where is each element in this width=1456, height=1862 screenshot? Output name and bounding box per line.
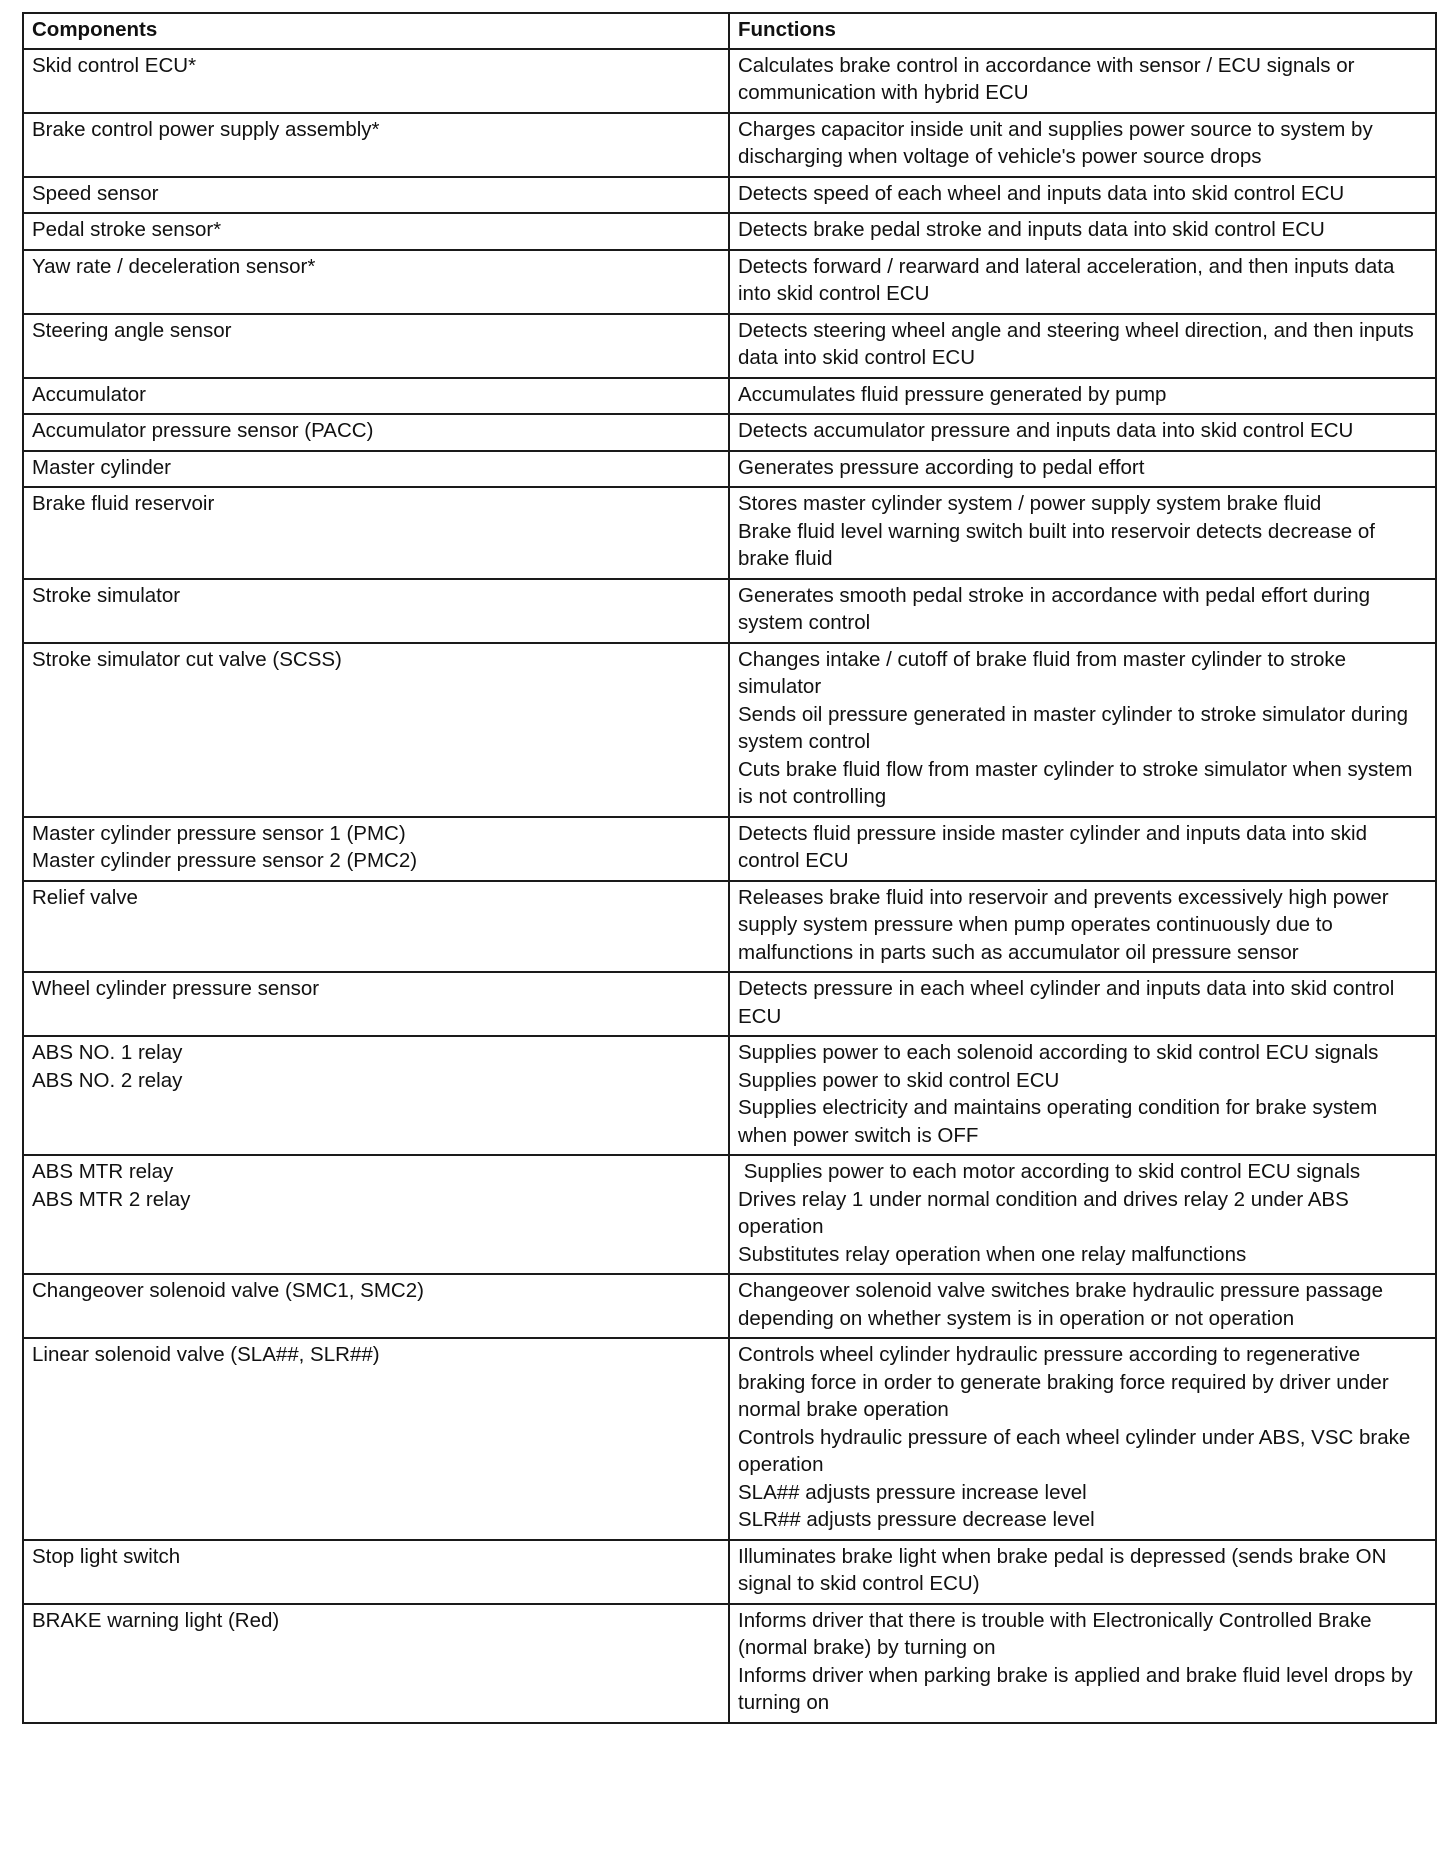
function-description: Releases brake fluid into reservoir and prevents excessively high power supply system pressure when pump operates continuously due to malfunctions in parts such as accumulator oil pressure sensor: [738, 885, 1395, 964]
function-cell: [729, 1274, 1436, 1338]
function-cell: [729, 1155, 1436, 1274]
component-name: ABS MTR 2 relay: [32, 1187, 191, 1211]
function-cell: [729, 451, 1436, 488]
component-name: Skid control ECU*: [32, 53, 197, 77]
function-description: SLR## adjusts pressure decrease level: [738, 1508, 1095, 1531]
function-description: Controls hydraulic pressure of each wheel cylinder under ABS, VSC brake operation: [738, 1425, 1416, 1476]
table-header: [23, 13, 1436, 49]
function-description: Cuts brake fluid flow from master cylinder to stroke simulator when system is not controlling: [738, 757, 1419, 808]
component-cell: [23, 972, 729, 1036]
function-description: Detects speed of each wheel and inputs data into skid control ECU: [738, 181, 1345, 205]
function-description: Substitutes relay operation when one relay malfunctions: [738, 1242, 1247, 1266]
function-description: Generates pressure according to pedal effort: [738, 455, 1145, 479]
component-cell: [23, 177, 729, 214]
function-description: Calculates brake control in accordance with sensor / ECU signals or communication with hybrid ECU: [738, 53, 1361, 104]
component-name: Stroke simulator: [32, 583, 181, 607]
function-cell: [729, 1604, 1436, 1723]
component-cell: [23, 250, 729, 314]
component-cell: [23, 1338, 729, 1540]
component-cell: [23, 213, 729, 250]
function-cell: [729, 177, 1436, 214]
table-row: [23, 643, 1436, 817]
component-cell: [23, 1036, 729, 1155]
component-name: Master cylinder pressure sensor 2 (PMC2): [32, 849, 418, 872]
function-cell: [729, 49, 1436, 113]
function-description: Detects fluid pressure inside master cylinder and inputs data into skid control ECU: [738, 821, 1373, 872]
function-cell: [729, 881, 1436, 973]
component-name: BRAKE warning light (Red): [32, 1608, 280, 1632]
header-functions: Functions: [729, 13, 1436, 49]
component-cell: [23, 1274, 729, 1338]
component-cell: [23, 487, 729, 579]
function-description: Detects pressure in each wheel cylinder and inputs data into skid control ECU: [738, 977, 1401, 1028]
function-cell: [729, 1540, 1436, 1604]
function-description: Illuminates brake light when brake pedal is depressed (sends brake ON signal to skid control ECU): [738, 1544, 1393, 1595]
function-cell: [729, 314, 1436, 378]
component-cell: [23, 378, 729, 415]
function-description: Informs driver that there is trouble with Electronically Controlled Brake (normal brake) by turning on: [738, 1608, 1378, 1659]
table-row: [23, 49, 1436, 113]
components-functions-table: [22, 12, 1437, 1724]
component-cell: [23, 579, 729, 643]
table-row: [23, 972, 1436, 1036]
component-cell: [23, 314, 729, 378]
function-description: Brake fluid level warning switch built into reservoir detects decrease of brake fluid: [738, 519, 1381, 570]
table-row: [23, 314, 1436, 378]
function-description: Supplies power to skid control ECU: [738, 1068, 1060, 1092]
table-row: [23, 113, 1436, 177]
table-row: [23, 1274, 1436, 1338]
function-description: Supplies power to each solenoid according to skid control ECU signals: [738, 1041, 1379, 1064]
component-name: Pedal stroke sensor*: [32, 218, 222, 241]
table-row: [23, 817, 1436, 881]
component-cell: [23, 1604, 729, 1723]
function-description: Changes intake / cutoff of brake fluid from master cylinder to stroke simulator: [738, 647, 1352, 698]
component-cell: [23, 1540, 729, 1604]
component-name: Relief valve: [32, 885, 138, 909]
function-cell: [729, 250, 1436, 314]
component-name: Master cylinder pressure sensor 1 (PMC): [32, 821, 406, 845]
component-name: ABS NO. 2 relay: [32, 1068, 183, 1092]
function-description: Generates smooth pedal stroke in accordance with pedal effort during system control: [738, 583, 1376, 634]
component-name: Accumulator pressure sensor (PACC): [32, 419, 374, 442]
function-cell: [729, 113, 1436, 177]
component-cell: [23, 817, 729, 881]
table-row: [23, 1036, 1436, 1155]
function-cell: [729, 643, 1436, 817]
component-cell: [23, 414, 729, 451]
component-cell: [23, 1155, 729, 1274]
component-name: Brake control power supply assembly*: [32, 117, 380, 141]
function-description: Supplies power to each motor according to skid control ECU signals: [738, 1160, 1361, 1183]
function-description: Detects steering wheel angle and steering wheel direction, and then inputs data into skid control ECU: [738, 318, 1420, 369]
function-description: Detects accumulator pressure and inputs data into skid control ECU: [738, 419, 1354, 442]
function-description: SLA## adjusts pressure increase level: [738, 1480, 1087, 1504]
function-cell: [729, 817, 1436, 881]
table-body: [23, 49, 1436, 1723]
table-row: [23, 177, 1436, 214]
function-description: Drives relay 1 under normal condition and drives relay 2 under ABS operation: [738, 1187, 1355, 1238]
component-name: Stop light switch: [32, 1544, 181, 1568]
component-name: Steering angle sensor: [32, 318, 232, 342]
function-description: Controls wheel cylinder hydraulic pressure according to regenerative braking force in order to generate braking force required by driver under normal brake operation: [738, 1343, 1395, 1421]
function-description: Accumulates fluid pressure generated by pump: [738, 382, 1167, 406]
function-cell: [729, 1036, 1436, 1155]
table-row: [23, 378, 1436, 415]
function-description: Supplies electricity and maintains operating condition for brake system when power switch is OFF: [738, 1096, 1383, 1147]
table-row: [23, 1540, 1436, 1604]
component-name: Changeover solenoid valve (SMC1, SMC2): [32, 1279, 424, 1302]
function-cell: [729, 213, 1436, 250]
component-name: Accumulator: [32, 382, 146, 406]
function-description: Changeover solenoid valve switches brake hydraulic pressure passage depending on whether system is in operation or not operation: [738, 1279, 1389, 1330]
component-name: Yaw rate / deceleration sensor*: [32, 254, 316, 278]
component-name: Speed sensor: [32, 181, 159, 205]
header-components: Components: [23, 13, 729, 49]
table-row: [23, 1604, 1436, 1723]
table-row: [23, 487, 1436, 579]
component-name: Wheel cylinder pressure sensor: [32, 977, 320, 1000]
function-description: Charges capacitor inside unit and supplies power source to system by discharging when voltage of vehicle's power source drops: [738, 117, 1379, 168]
component-name: Stroke simulator cut valve (SCSS): [32, 647, 342, 671]
table-row: [23, 414, 1436, 451]
table-row: [23, 213, 1436, 250]
component-name: Brake fluid reservoir: [32, 492, 215, 515]
component-name: ABS MTR relay: [32, 1160, 174, 1183]
component-name: Linear solenoid valve (SLA##, SLR##): [32, 1343, 380, 1366]
table-row: [23, 1155, 1436, 1274]
function-description: Detects forward / rearward and lateral acceleration, and then inputs data into skid control ECU: [738, 254, 1401, 305]
function-cell: [729, 378, 1436, 415]
table-row: [23, 250, 1436, 314]
component-cell: [23, 451, 729, 488]
table-row: [23, 881, 1436, 973]
function-cell: [729, 487, 1436, 579]
table-row: [23, 579, 1436, 643]
component-cell: [23, 643, 729, 817]
function-cell: [729, 972, 1436, 1036]
function-description: Informs driver when parking brake is applied and brake fluid level drops by turning on: [738, 1663, 1419, 1714]
component-cell: [23, 881, 729, 973]
function-cell: [729, 579, 1436, 643]
function-description: Stores master cylinder system / power supply system brake fluid: [738, 492, 1322, 515]
header-row: [23, 13, 1436, 49]
function-cell: [729, 1338, 1436, 1540]
table-row: [23, 1338, 1436, 1540]
function-description: Detects brake pedal stroke and inputs data into skid control ECU: [738, 218, 1325, 241]
component-cell: [23, 113, 729, 177]
function-description: Sends oil pressure generated in master cylinder to stroke simulator during system control: [738, 702, 1414, 753]
component-cell: [23, 49, 729, 113]
table-row: [23, 451, 1436, 488]
component-name: Master cylinder: [32, 455, 171, 479]
component-name: ABS NO. 1 relay: [32, 1041, 183, 1064]
function-cell: [729, 414, 1436, 451]
